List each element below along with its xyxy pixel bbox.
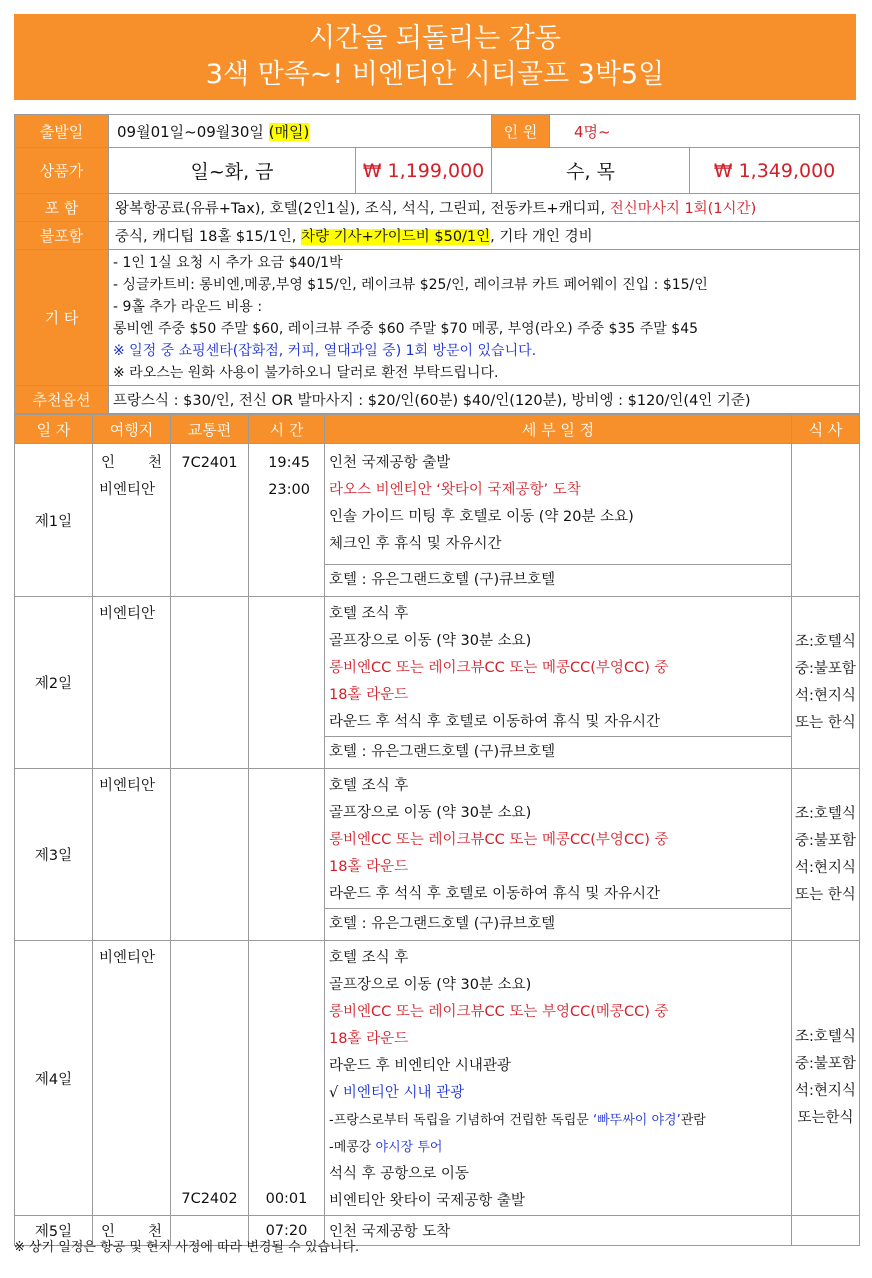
- day1-hotel: 호텔 : 유은그랜드호텔 (구)큐브호텔: [325, 564, 791, 596]
- option-row: [15, 386, 860, 414]
- day1-detail-line: 인솔 가이드 미팅 후 호텔로 이동 (약 20분 소요): [329, 509, 634, 525]
- day1-label: 제1일: [15, 444, 93, 597]
- meal-item: 또는한식: [797, 1110, 854, 1126]
- etc-line: - 9홀 추가 라운드 비용 :: [113, 298, 263, 315]
- day4-time-value: 00:01: [265, 1191, 308, 1207]
- day2-detail: [325, 597, 792, 769]
- day4-patuxai-text: -프랑스로부터 독립을 기념하여 건립한 독립문: [329, 1113, 589, 1128]
- day4-row: [15, 941, 860, 1216]
- etc-line: 롱비엔 주중 $50 주말 $60, 레이크뷰 주중 $60 주말 $70 메콩, 부영(라오) 주중 $35 주말 $45: [113, 320, 699, 337]
- day2-place-vientiane: 비엔티안: [99, 606, 156, 622]
- place-char: 천: [147, 1224, 162, 1240]
- departure-cell: [109, 115, 492, 148]
- day1-row: [15, 444, 860, 597]
- day4-place-vientiane: 비엔티안: [99, 950, 156, 966]
- day2-detail-line: 골프장으로 이동 (약 30분 소요): [329, 633, 532, 649]
- include-label: 포 함: [15, 194, 109, 222]
- exclude-guide-fee: 차량 기사+가이드비 $50/1인: [300, 229, 491, 245]
- meal-item: 석:현지식: [795, 687, 856, 704]
- day3-label: 제3일: [15, 769, 93, 941]
- day2-place: [93, 597, 171, 769]
- day3-row: [15, 769, 860, 941]
- day1-place: [93, 444, 171, 597]
- option-label: 추천옵션: [15, 386, 109, 414]
- day4-patuxai: [325, 1107, 791, 1134]
- day2-golf-course: 롱비엔CC 또는 레이크뷰CC 또는 메콩CC(부영CC) 중: [329, 660, 669, 676]
- meal-item: 또는 한식: [795, 886, 856, 903]
- header-date: 일 자: [15, 415, 93, 444]
- day1-flight: 7C2401: [181, 455, 238, 471]
- day3-detail-line: 골프장으로 이동 (약 30분 소요): [329, 805, 532, 821]
- title-banner: [14, 14, 856, 100]
- day2-row: [15, 597, 860, 769]
- meal-item: 조:호텔식: [795, 805, 856, 822]
- day4-meal: [792, 941, 860, 1216]
- day3-detail-line: 호텔 조식 후: [329, 778, 409, 794]
- day2-detail-line: 라운드 후 석식 후 호텔로 이동하여 휴식 및 자유시간: [329, 714, 661, 730]
- day4-patuxai-name: ‘빠뚜싸이 야경’: [592, 1113, 681, 1128]
- price1-amount: ₩ 1,199,000: [356, 148, 492, 194]
- meal-item: 중:불포함: [795, 660, 856, 677]
- meal-item: 또는 한식: [795, 714, 856, 731]
- place-char: 천: [147, 455, 162, 471]
- day3-hotel: 호텔 : 유은그랜드호텔 (구)큐브호텔: [325, 908, 791, 940]
- etc-currency-note: ※ 라오스는 원화 사용이 불가하오니 달러로 환전 부탁드립니다.: [113, 364, 499, 381]
- day5-time: 07:20: [249, 1216, 325, 1246]
- meal-item: 석:현지식: [795, 859, 856, 876]
- day3-transport: [171, 769, 249, 941]
- day3-round: 18홀 라운드: [329, 859, 409, 875]
- day5-label: 제5일: [15, 1216, 93, 1246]
- day1-place-incheon: [93, 450, 170, 477]
- place-char: 인: [101, 1224, 116, 1240]
- day4-detail-line: 라운드 후 비엔티안 시내관광: [329, 1058, 511, 1074]
- day4-patuxai-end: 관람: [680, 1113, 706, 1128]
- exclude-row: [15, 222, 860, 250]
- day3-place: [93, 769, 171, 941]
- day4-detail-line: 호텔 조식 후: [329, 950, 409, 966]
- etc-line: - 1인 1실 요청 시 추가 요금 $40/1박: [113, 254, 343, 271]
- price1-days: 일~화, 금: [109, 148, 356, 194]
- include-row: [15, 194, 860, 222]
- include-text: 왕복항공료(유류+Tax), 호텔(2인1실), 조식, 석식, 그린피, 전동카트+캐디피,: [115, 201, 606, 217]
- day1-transport: [171, 444, 249, 597]
- day1-arrival: 라오스 비엔티안 ‘왓타이 국제공항’ 도착: [329, 482, 581, 498]
- day4-transport: [171, 941, 249, 1216]
- departure-value: 09월01일~09월30일: [117, 122, 264, 141]
- etc-shopping-note: ※ 일정 중 쇼핑센타(잡화점, 커피, 열대과일 중) 1회 방문이 있습니다.: [113, 342, 537, 359]
- day4-night-market-label: 야시장 투어: [375, 1140, 443, 1155]
- meal-item: 중:불포함: [795, 832, 856, 849]
- price-row: [15, 148, 860, 194]
- meal-item: 석:현지식: [795, 1083, 856, 1099]
- day4-flight: 7C2402: [181, 1191, 238, 1207]
- day1-detail: [325, 444, 792, 597]
- schedule-table: [14, 414, 860, 1246]
- place-char: 인: [101, 455, 116, 471]
- meal-item: 조:호텔식: [795, 633, 856, 650]
- footnote: ※ 상기 일정은 항공 및 현지 사정에 따라 변경될 수 있습니다.: [14, 1240, 360, 1255]
- day2-transport: [171, 597, 249, 769]
- day1-place-vientiane: 비엔티안: [99, 482, 156, 498]
- exclude-label: 불포함: [15, 222, 109, 250]
- day4-detail-line: 골프장으로 이동 (약 30분 소요): [329, 977, 532, 993]
- day1-time2: 23:00: [268, 482, 310, 498]
- price2-amount: ₩ 1,349,000: [690, 148, 860, 194]
- day2-hotel: 호텔 : 유은그랜드호텔 (구)큐브호텔: [325, 736, 791, 768]
- day3-detail-line: 라운드 후 석식 후 호텔로 이동하여 휴식 및 자유시간: [329, 886, 661, 902]
- check-icon: √: [329, 1085, 339, 1101]
- departure-row: [15, 115, 860, 148]
- etc-cell: [109, 250, 860, 386]
- day4-city-tour: [325, 1080, 791, 1107]
- include-massage: 전신마사지 1회(1시간): [609, 201, 757, 217]
- header-time: 시 간: [249, 415, 325, 444]
- day2-time: [249, 597, 325, 769]
- day1-time: [249, 444, 325, 597]
- day3-time: [249, 769, 325, 941]
- schedule-header-row: [15, 415, 860, 444]
- header-place: 여행지: [93, 415, 171, 444]
- day4-label: 제4일: [15, 941, 93, 1216]
- meal-item: 중:불포함: [795, 1056, 856, 1072]
- day1-detail-line: 체크인 후 휴식 및 자유시간: [329, 536, 502, 552]
- day3-golf-course: 롱비엔CC 또는 레이크뷰CC 또는 메콩CC(부영CC) 중: [329, 832, 669, 848]
- day4-mekong: -메콩강: [329, 1140, 372, 1155]
- exclude-cell: [109, 222, 860, 250]
- header-detail: 세 부 일 정: [325, 415, 792, 444]
- day1-meal: [792, 444, 860, 597]
- people-value: 4명~: [550, 115, 860, 148]
- day2-detail-line: 호텔 조식 후: [329, 606, 409, 622]
- banner-title-line1: 시간을 되돌리는 감동: [309, 23, 561, 54]
- day5-meal: [792, 1216, 860, 1246]
- day4-time: [249, 941, 325, 1216]
- day1-time1: 19:45: [268, 455, 310, 471]
- day3-place-vientiane: 비엔티안: [99, 778, 156, 794]
- header-transport: 교통편: [171, 415, 249, 444]
- day3-detail: [325, 769, 792, 941]
- etc-line: - 싱글카트비: 롱비엔,메콩,부영 $15/인, 레이크뷰 $25/인, 레이크뷰 카트 페어웨이 진입 : $15/인: [113, 276, 708, 293]
- etc-row: [15, 250, 860, 386]
- day4-golf-course: 롱비엔CC 또는 레이크뷰CC 또는 부영CC(메콩CC) 중: [329, 1004, 669, 1020]
- day2-meal: [792, 597, 860, 769]
- banner-title-line2: 3색 만족~! 비엔티안 시티골프 3박5일: [205, 59, 665, 90]
- departure-daily-note: (매일): [268, 122, 310, 141]
- day4-detail-line: 석식 후 공항으로 이동: [329, 1166, 469, 1182]
- day2-round: 18홀 라운드: [329, 687, 409, 703]
- meal-item: 조:호텔식: [795, 1029, 856, 1045]
- price2-days: 수, 목: [492, 148, 690, 194]
- people-label: 인 원: [492, 115, 550, 148]
- exclude-text1: 중식, 캐디팁 18홀 $15/1인,: [115, 229, 297, 245]
- header-meal: 식 사: [792, 415, 860, 444]
- day2-label: 제2일: [15, 597, 93, 769]
- day4-place: [93, 941, 171, 1216]
- day3-meal: [792, 769, 860, 941]
- day4-city-tour-label: 비엔티안 시내 관광: [342, 1085, 465, 1101]
- product-info-table: [14, 114, 860, 414]
- day5-detail: 인천 국제공항 도착: [325, 1216, 792, 1246]
- day4-night-market: [325, 1134, 791, 1161]
- option-text: 프랑스식 : $30/인, 전신 OR 발마사지 : $20/인(60분) $40/인(120분), 방비엥 : $120/인(4인 기준): [109, 386, 860, 414]
- exclude-text2: , 기타 개인 경비: [490, 229, 593, 245]
- day1-detail-line: 인천 국제공항 출발: [329, 455, 451, 471]
- day4-detail-line: 비엔티안 왓타이 국제공항 출발: [329, 1193, 525, 1209]
- day4-round: 18홀 라운드: [329, 1031, 409, 1047]
- price-label: 상품가: [15, 148, 109, 194]
- include-cell: [109, 194, 860, 222]
- etc-label: 기 타: [15, 250, 109, 386]
- departure-label: 출발일: [15, 115, 109, 148]
- day4-detail: [325, 941, 792, 1216]
